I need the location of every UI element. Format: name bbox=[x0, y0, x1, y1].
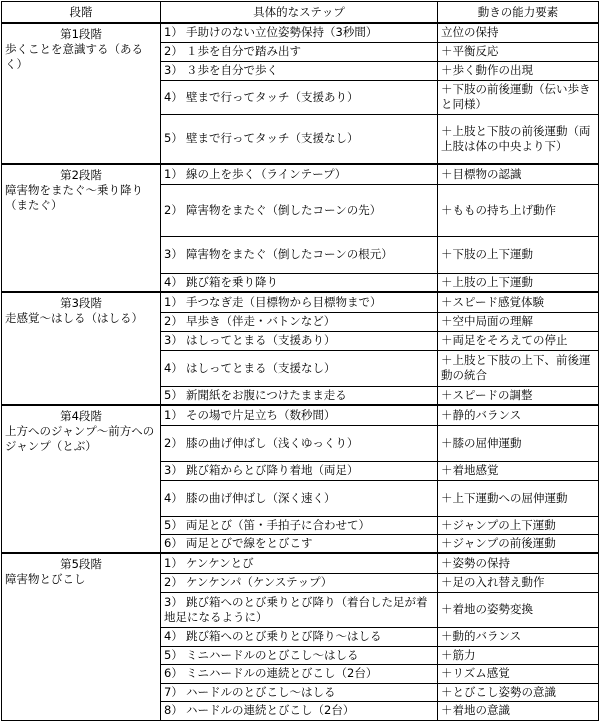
element-cell: ＋スピードの調整 bbox=[438, 386, 599, 405]
step-number: 2） bbox=[164, 44, 183, 58]
element-cell: ＋リズム感覚 bbox=[438, 664, 599, 683]
step-text: はしってとまる（支援なし） bbox=[186, 360, 336, 375]
step-text: 線の上を歩く（ラインテープ） bbox=[186, 166, 347, 181]
stage-title: 第2段階 bbox=[60, 168, 102, 182]
step-text: 障害物をまたぐ（倒したコーンの根元） bbox=[186, 247, 393, 261]
steps-table bbox=[1, 1, 599, 721]
step-number: 6） bbox=[164, 535, 183, 550]
step-text: 跳び箱からとび降り着地（両足） bbox=[186, 463, 359, 477]
stage-title: 第4段階 bbox=[60, 409, 102, 423]
step-number: 2） bbox=[164, 575, 183, 589]
element-cell: ＋とびこし姿勢の意識 bbox=[438, 683, 599, 701]
step-number: 3） bbox=[164, 333, 183, 347]
step-text: はしってとまる（支援あり） bbox=[186, 333, 336, 347]
step-cell bbox=[161, 701, 438, 720]
step-number: 1） bbox=[164, 555, 183, 570]
step-cell bbox=[161, 592, 438, 627]
element-cell: ＋足の入れ替え動作 bbox=[438, 573, 599, 592]
step-cell bbox=[161, 350, 438, 386]
stage-cell bbox=[2, 553, 161, 720]
element-cell: ＋着地感覚 bbox=[438, 461, 599, 480]
step-text: １歩を自分で踏み出す bbox=[186, 44, 301, 58]
step-text: ３歩を自分で歩く bbox=[186, 63, 278, 77]
table-row bbox=[2, 164, 599, 184]
step-cell bbox=[161, 405, 438, 425]
step-number: 3） bbox=[164, 594, 183, 609]
step-number: 2） bbox=[164, 314, 183, 328]
step-number: 3） bbox=[164, 63, 183, 77]
step-text: ミニハードルの連続とびこし（2台） bbox=[186, 666, 378, 680]
step-cell bbox=[161, 236, 438, 273]
step-number: 4） bbox=[164, 490, 183, 505]
stage-cell bbox=[2, 164, 161, 292]
element-cell: ＋上下運動への屈伸運動 bbox=[438, 480, 599, 516]
step-number: 8） bbox=[164, 703, 183, 717]
step-text: 膝の曲げ伸ばし（浅くゆっくり） bbox=[186, 435, 359, 450]
step-text: ハードルの連続とびこし（2台） bbox=[186, 703, 355, 717]
step-cell bbox=[161, 80, 438, 114]
step-number: 3） bbox=[164, 247, 183, 261]
step-cell bbox=[161, 61, 438, 80]
element-cell: ＋下肢の前後運動（伝い歩きと同様） bbox=[438, 80, 599, 114]
step-number: 2） bbox=[164, 202, 183, 217]
stage-title: 第1段階 bbox=[60, 27, 102, 41]
stage-description: 歩くことを意識する（あるく） bbox=[5, 42, 143, 71]
element-cell: ＋下肢の上下運動 bbox=[438, 236, 599, 273]
element-cell: ＋平衡反応 bbox=[438, 42, 599, 61]
table-row bbox=[2, 405, 599, 425]
step-cell bbox=[161, 184, 438, 236]
stage-title: 第5段階 bbox=[60, 557, 102, 571]
header-element: 動きの能力要素 bbox=[438, 2, 599, 24]
step-cell bbox=[161, 553, 438, 573]
step-text: 手つなぎ走（目標物から目標物まで） bbox=[186, 294, 382, 309]
step-text: 跳び箱を乗り降り bbox=[186, 274, 278, 289]
step-text: 壁まで行ってタッチ（支援あり） bbox=[186, 89, 359, 104]
step-number: 5） bbox=[164, 131, 183, 146]
step-number: 4） bbox=[164, 360, 183, 375]
header-stage: 段階 bbox=[2, 2, 161, 24]
stage-cell bbox=[2, 292, 161, 405]
step-number: 1） bbox=[164, 25, 183, 40]
step-cell bbox=[161, 164, 438, 184]
element-cell: ＋上肢と下肢の前後運動（両上肢は体の中央より下） bbox=[438, 114, 599, 164]
header-step: 具体的なステップ bbox=[161, 2, 438, 24]
step-text: 膝の曲げ伸ばし（深く速く） bbox=[186, 490, 336, 505]
step-cell bbox=[161, 386, 438, 405]
element-cell: ＋動的バランス bbox=[438, 627, 599, 646]
step-cell bbox=[161, 534, 438, 553]
element-cell: ＋ジャンプの上下運動 bbox=[438, 516, 599, 534]
step-number: 6） bbox=[164, 666, 183, 680]
stage-description: 障害物とびこし bbox=[5, 572, 86, 586]
step-text: 跳び箱へのとび乗りとび降り（着台した足が着地足になるように） bbox=[164, 594, 428, 624]
element-cell: ＋空中局面の理解 bbox=[438, 312, 599, 331]
step-text: 手助けのない立位姿勢保持（3秒間） bbox=[186, 25, 378, 40]
step-cell bbox=[161, 425, 438, 461]
step-cell bbox=[161, 516, 438, 534]
step-text: 両足とび（笛・手拍子に合わせて） bbox=[186, 517, 370, 532]
table-row bbox=[2, 553, 599, 573]
step-cell bbox=[161, 664, 438, 683]
stage-title: 第3段階 bbox=[60, 296, 102, 310]
step-number: 4） bbox=[164, 274, 183, 289]
element-cell: ＋目標物の認識 bbox=[438, 164, 599, 184]
table-body bbox=[2, 23, 599, 720]
step-number: 5） bbox=[164, 647, 183, 662]
step-cell bbox=[161, 273, 438, 292]
step-number: 5） bbox=[164, 387, 183, 402]
step-text: 両足とびで線をとびこす bbox=[186, 535, 313, 550]
element-cell: ＋上肢と下肢の上下、前後運動の統合 bbox=[438, 350, 599, 386]
element-cell: ＋スピード感覚体験 bbox=[438, 292, 599, 312]
step-cell bbox=[161, 573, 438, 592]
step-number: 3） bbox=[164, 463, 183, 477]
element-cell: ＋姿勢の保持 bbox=[438, 553, 599, 573]
step-text: 壁まで行ってタッチ（支援なし） bbox=[186, 131, 359, 146]
step-cell bbox=[161, 627, 438, 646]
element-cell: ＋筋力 bbox=[438, 646, 599, 664]
table-row bbox=[2, 292, 599, 312]
element-cell: ＋歩く動作の出現 bbox=[438, 61, 599, 80]
step-number: 5） bbox=[164, 517, 183, 532]
step-cell bbox=[161, 331, 438, 350]
step-text: その場で片足立ち（数秒間） bbox=[186, 407, 336, 422]
step-cell bbox=[161, 683, 438, 701]
element-cell: ＋上肢の上下運動 bbox=[438, 273, 599, 292]
step-cell bbox=[161, 114, 438, 164]
step-text: ミニハードルのとびこし～はしる bbox=[186, 647, 359, 662]
header-row bbox=[2, 2, 599, 24]
element-cell: ＋着地の姿勢変換 bbox=[438, 592, 599, 627]
step-number: 1） bbox=[164, 407, 183, 422]
element-cell: ＋ジャンプの前後運動 bbox=[438, 534, 599, 553]
step-cell bbox=[161, 646, 438, 664]
table-row bbox=[2, 23, 599, 42]
step-text: ハードルのとびこし～はしる bbox=[186, 684, 336, 699]
stage-description: 上方へのジャンプ～前方へのジャンプ（とぶ） bbox=[5, 424, 155, 453]
step-text: 障害物をまたぐ（倒したコーンの先） bbox=[186, 202, 382, 217]
stage-description: 走感覚～はしる（はしる） bbox=[5, 311, 143, 325]
step-number: 4） bbox=[164, 89, 183, 104]
element-cell: ＋着地の意識 bbox=[438, 701, 599, 720]
step-number: 1） bbox=[164, 166, 183, 181]
stage-cell bbox=[2, 23, 161, 164]
stage-description: 障害物をまたぐ～乗り降り（またぐ） bbox=[5, 183, 143, 212]
stage-cell bbox=[2, 405, 161, 553]
step-number: 1） bbox=[164, 294, 183, 309]
element-cell: ＋膝の屈伸運動 bbox=[438, 425, 599, 461]
step-number: 4） bbox=[164, 629, 183, 643]
step-number: 7） bbox=[164, 684, 183, 699]
step-text: ケンケンとび bbox=[186, 555, 254, 570]
step-cell bbox=[161, 42, 438, 61]
step-text: ケンケンパ（ケンステップ） bbox=[186, 575, 333, 589]
element-cell: ＋ももの持ち上げ動作 bbox=[438, 184, 599, 236]
step-cell bbox=[161, 480, 438, 516]
element-cell: 立位の保持 bbox=[438, 23, 599, 42]
step-cell bbox=[161, 23, 438, 42]
step-text: 早歩き（伴走・バトンなど） bbox=[186, 314, 336, 328]
element-cell: ＋両足をそろえての停止 bbox=[438, 331, 599, 350]
step-number: 2） bbox=[164, 435, 183, 450]
step-text: 跳び箱へのとび乗りとび降り～はしる bbox=[186, 629, 382, 643]
step-text: 新聞紙をお腹につけたまま走る bbox=[186, 387, 347, 402]
element-cell: ＋静的バランス bbox=[438, 405, 599, 425]
step-cell bbox=[161, 312, 438, 331]
step-cell bbox=[161, 461, 438, 480]
step-cell bbox=[161, 292, 438, 312]
